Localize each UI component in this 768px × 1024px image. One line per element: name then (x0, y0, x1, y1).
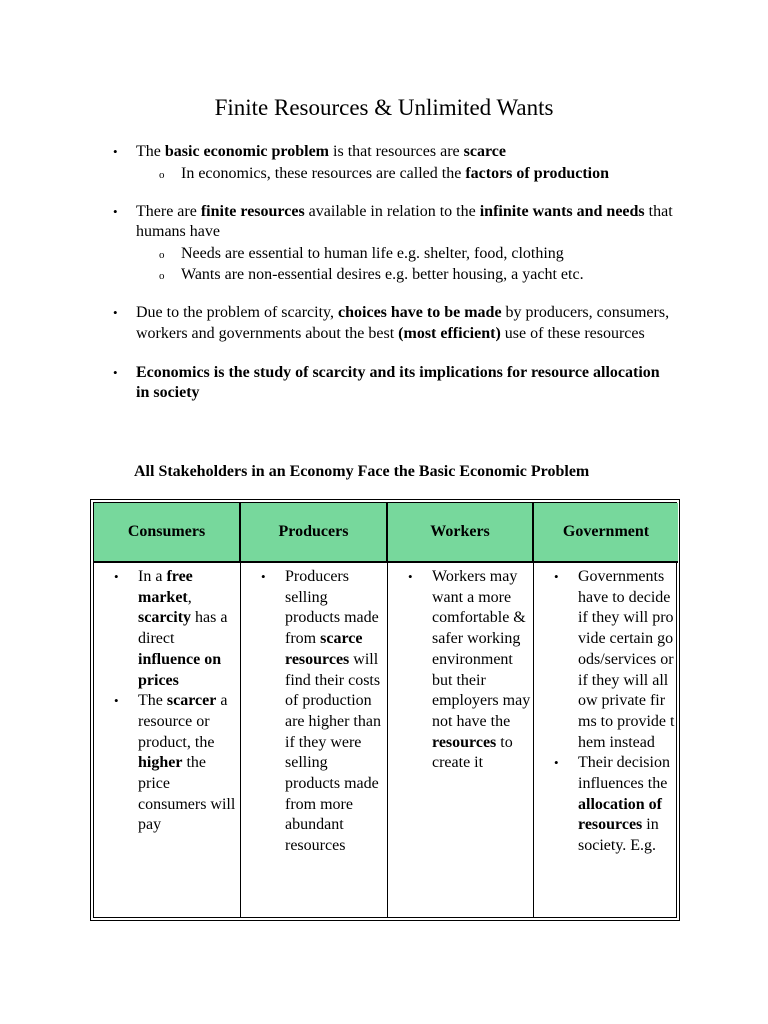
sub-bullet-icon: o (159, 270, 165, 283)
bullet-icon: • (408, 569, 413, 584)
header-consumers: Consumers (94, 503, 241, 563)
sub-bullet-icon: o (159, 249, 165, 262)
cell-consumers (94, 563, 241, 917)
bullet-icon: • (554, 755, 559, 771)
bullet-icon: • (114, 569, 119, 584)
header-government: Government (534, 503, 678, 563)
header-workers: Workers (388, 503, 534, 563)
sub-bullet-point: o Needs are essential to human life e.g. shelter, food, clothing (136, 243, 676, 264)
stakeholders-table (90, 499, 680, 921)
table-header-row (94, 503, 676, 563)
bullet-point: • The basic economic problem is that resources are scarce (136, 142, 676, 163)
list-item: • Their decision influences the allocation of resources in society. E.g. (554, 754, 670, 855)
cell-workers (388, 563, 534, 917)
list-item: • In a free market, scarcity has a direct influence on prices (114, 568, 228, 689)
bullet-point: • There are finite resources available in relation to the infinite wants and needs that humans have (113, 202, 673, 241)
sub-bullet-icon: o (159, 168, 165, 181)
bullet-icon: • (261, 569, 266, 584)
list-item: • Producers selling products made from scarce resources will find their costs of production are higher than if they were selling products made from more abundant resources (261, 568, 381, 855)
bullet-icon: • (114, 693, 119, 709)
page-title: Finite Resources & Unlimited Wants (214, 95, 554, 120)
bullet-icon: • (113, 305, 118, 321)
list-item: • The scarcer a resource or product, the higher the price consumers will pay (114, 692, 236, 834)
cell-producers (241, 563, 388, 917)
bullet-point: • Economics is the study of scarcity and its implications for resource allocation in society (113, 363, 660, 402)
bullet-list (0, 142, 768, 404)
bullet-point: • Due to the problem of scarcity, choices have to be made by producers, consumers, workers and governments about the best (most efficient) use of these resources (113, 304, 670, 342)
list-item: • Workers may want a more comfortable & safer working environment but their employers may not have the resources to create it (408, 568, 531, 772)
header-producers: Producers (241, 503, 388, 563)
bullet-icon: • (554, 569, 559, 584)
list-item: • Governments have to decide if they will provide certain goods/services or if they will allow private firms to provide them instead (554, 568, 675, 751)
table-row (94, 563, 676, 917)
sub-bullet-point: o Wants are non-essential desires e.g. better housing, a yacht etc. (136, 264, 676, 285)
bullet-icon: • (113, 203, 118, 219)
cell-government (534, 563, 676, 917)
bullet-icon: • (113, 364, 118, 380)
bullet-icon: • (113, 144, 118, 159)
sub-bullet-point: o In economics, these resources are called the factors of production (136, 163, 676, 184)
table-caption: All Stakeholders in an Economy Face the Basic Economic Problem (134, 463, 590, 480)
